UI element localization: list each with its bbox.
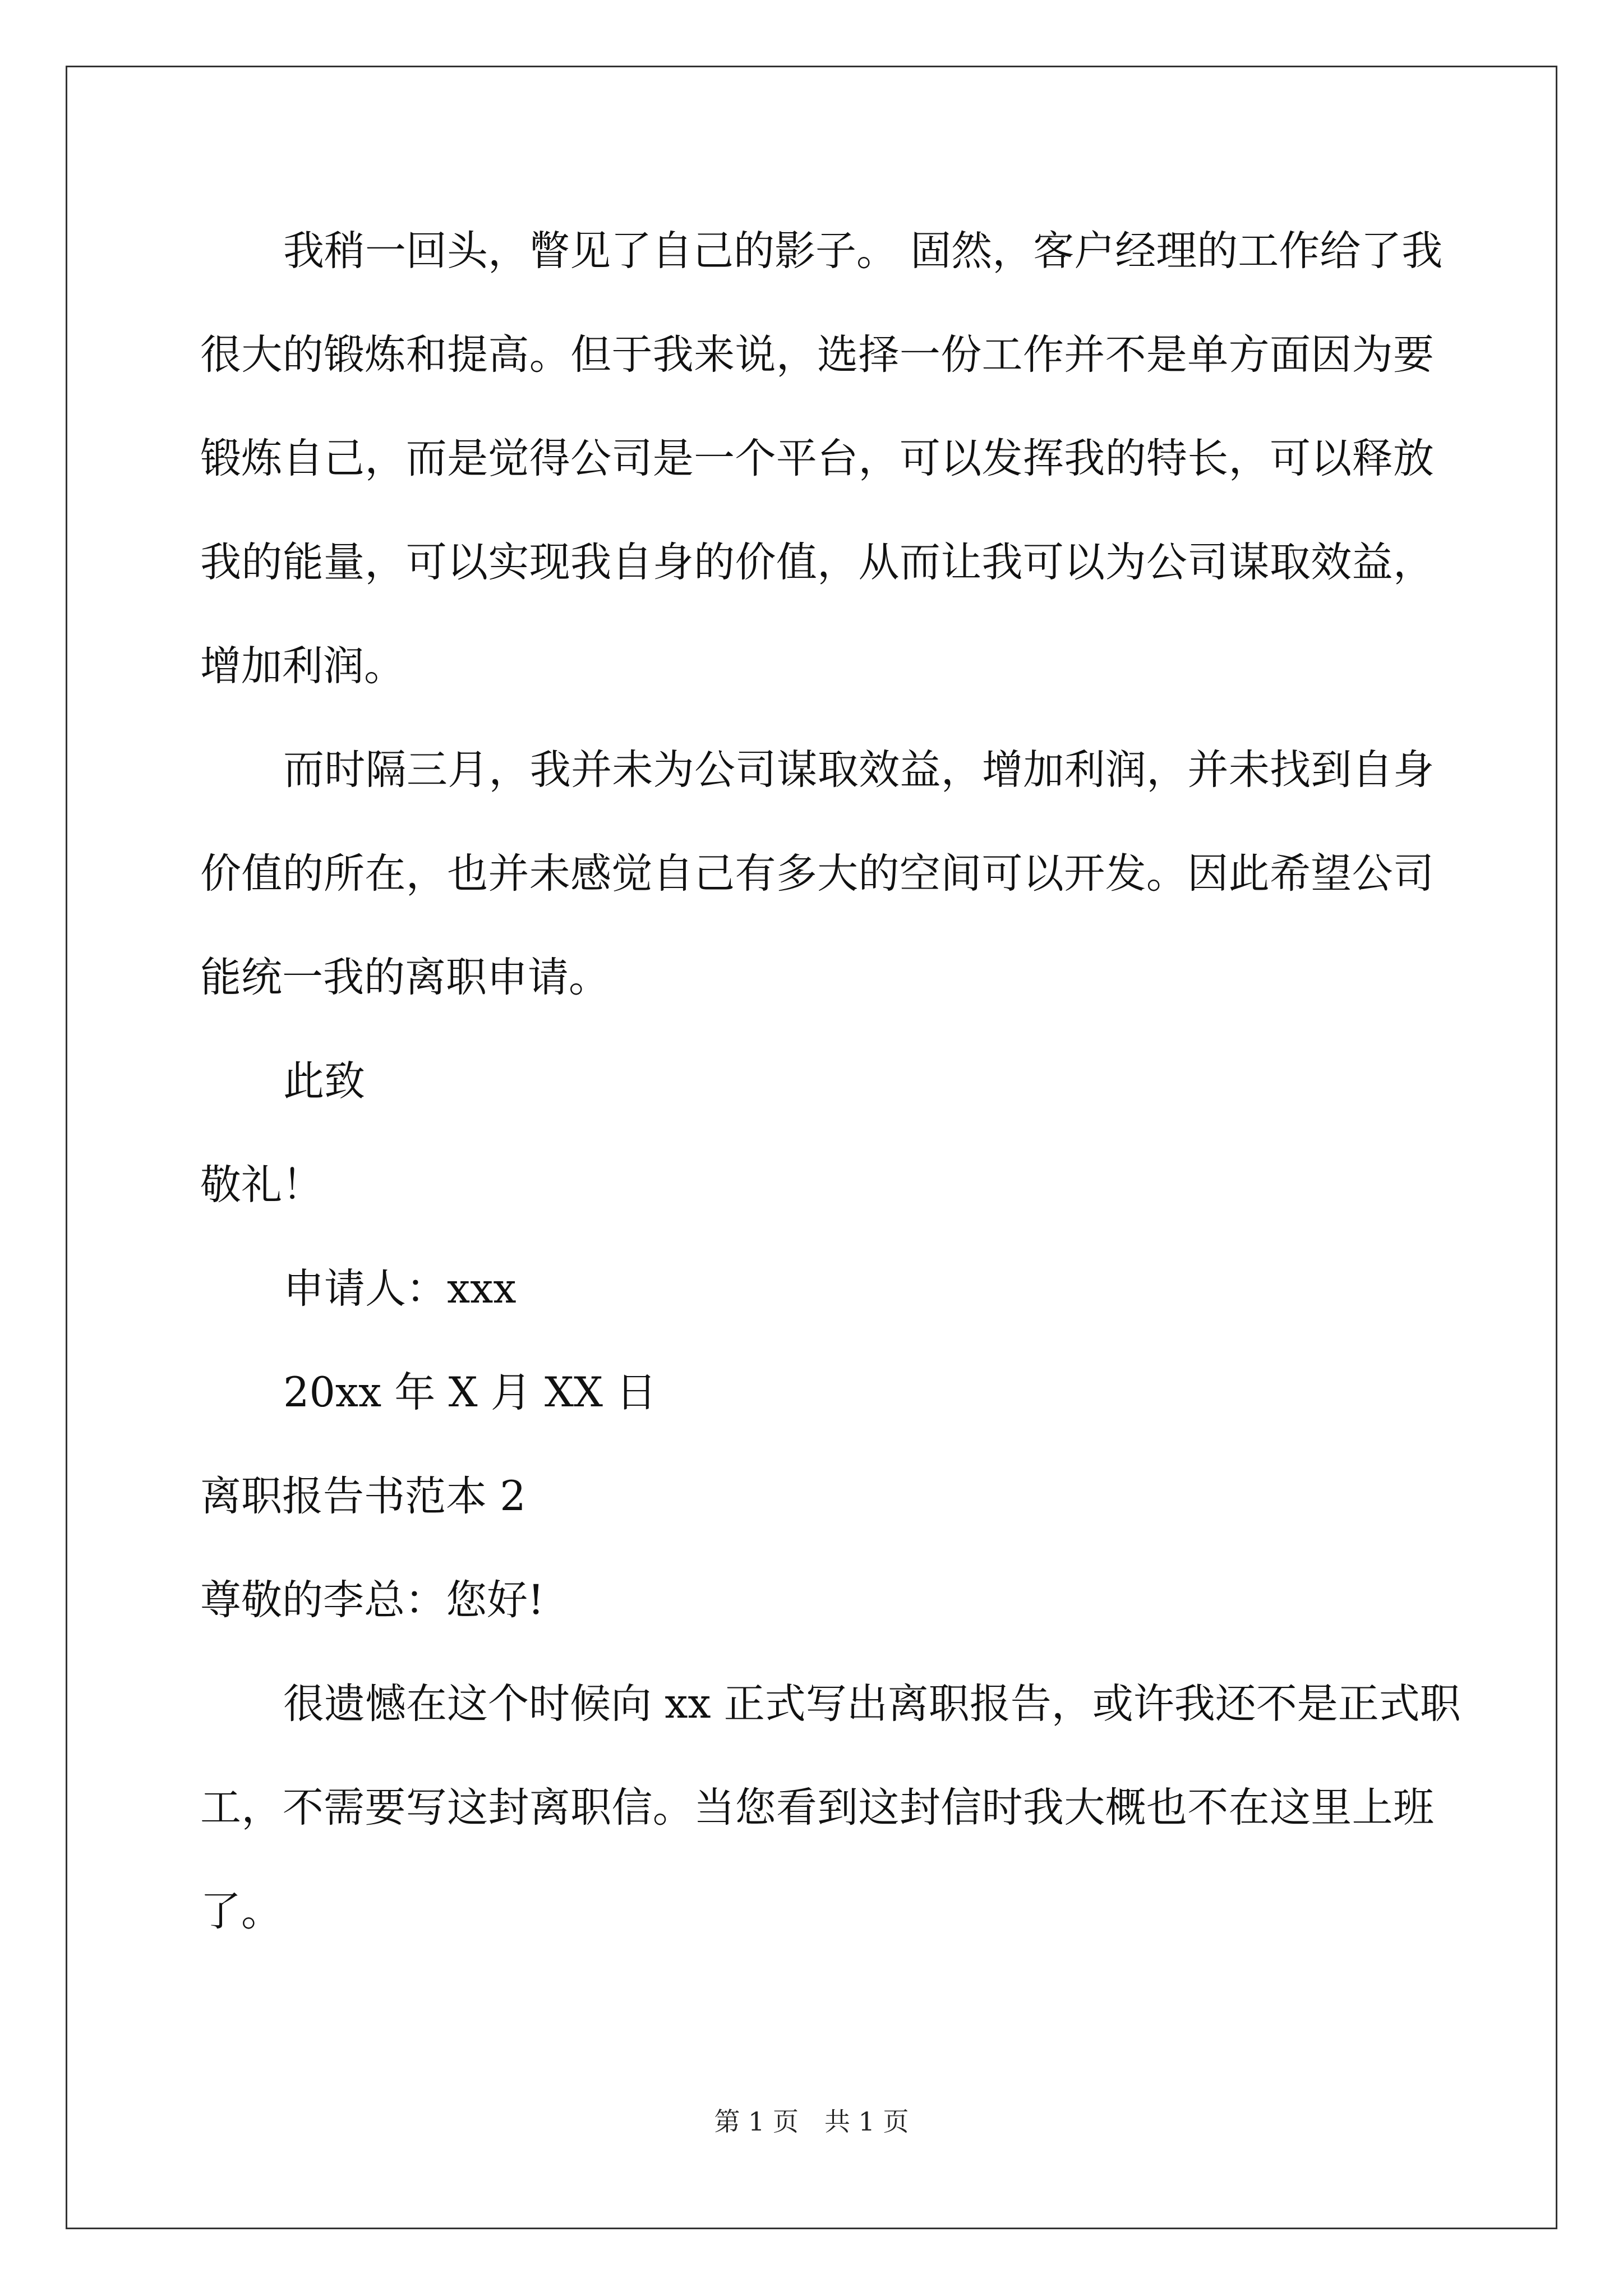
paragraph-line: 增加利润。 xyxy=(200,642,405,690)
paragraph-line: 而时隔三月，我并未为公司谋取效益，增加利润，并未找到自身 xyxy=(283,746,1434,794)
page-number-footer: 第 1 页 共 1 页 xyxy=(714,2106,909,2137)
paragraph-line: 我的能量，可以实现我自身的价值，从而让我可以为公司谋取效益， xyxy=(200,539,1434,586)
letter-date: 20xx 年 X 月 XX 日 xyxy=(283,1369,657,1416)
section-heading: 离职报告书范本 2 xyxy=(200,1473,526,1520)
paragraph-line: 价值的所在，也并未感觉自己有多大的空间可以开发。因此希望公司 xyxy=(200,850,1434,898)
paragraph-line: 了。 xyxy=(200,1888,282,1935)
closing-salutation: 此致 xyxy=(283,1057,365,1105)
paragraph-line: 很遗憾在这个时候向 xx 正式写出离职报告，或许我还不是正式职 xyxy=(283,1680,1461,1728)
paragraph-line: 工，不需要写这封离职信。当您看到这封信时我大概也不在这里上班 xyxy=(200,1784,1434,1832)
greeting: 尊敬的李总：您好! xyxy=(200,1576,545,1624)
paragraph-line: 能统一我的离职申请。 xyxy=(200,954,610,1001)
paragraph-line: 很大的锻炼和提高。但于我来说，选择一份工作并不是单方面因为要 xyxy=(200,331,1434,379)
paragraph-line: 我稍一回头，瞥见了自己的影子。 固然，客户经理的工作给了我 xyxy=(283,227,1443,275)
closing-regards: 敬礼！ xyxy=(200,1161,323,1209)
paragraph-line: 锻炼自己，而是觉得公司是一个平台，可以发挥我的特长，可以释放 xyxy=(200,435,1434,482)
applicant-signature: 申请人：xxx xyxy=(283,1265,517,1313)
